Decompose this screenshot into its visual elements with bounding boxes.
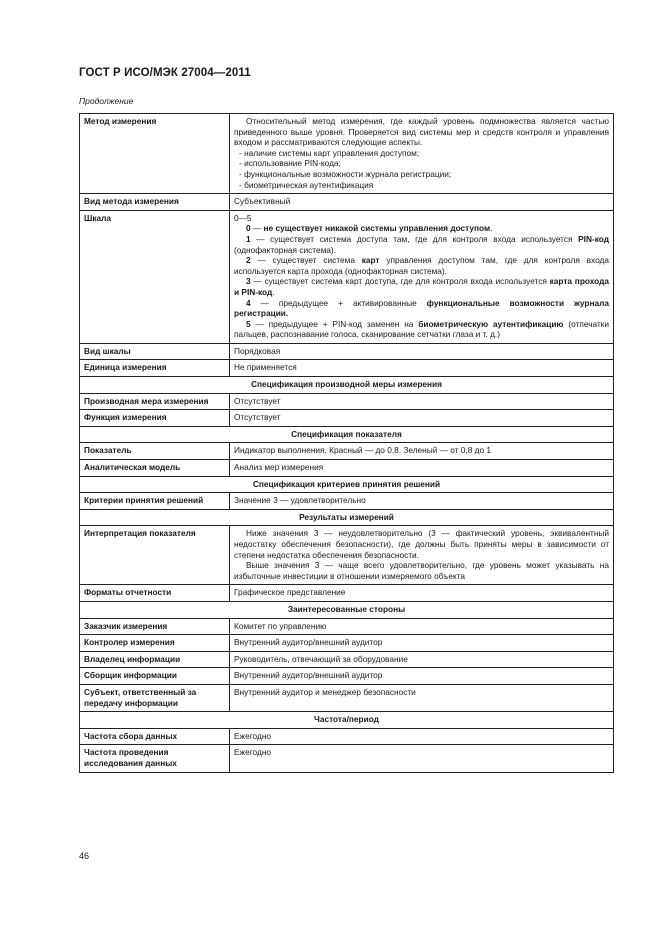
- row-value: Значение 3 — удовлетворительно: [230, 493, 614, 510]
- row-label: Интерпретация показателя: [80, 526, 230, 585]
- list-item: - наличие системы карт управления доступом;: [239, 147, 420, 158]
- row-label: Частота сбора данных: [80, 728, 230, 745]
- scale-level-text: — существует система карт доступа, где для контроля входа используется: [250, 276, 550, 287]
- scale-level-bold-text: карт: [361, 255, 380, 266]
- row-label: Форматы отчетности: [80, 585, 230, 602]
- scale-level-text: — предыдущее + активированные: [250, 297, 427, 308]
- measurement-spec-table: [79, 113, 614, 773]
- table-row: [80, 635, 614, 652]
- row-label: Критерии принятия решений: [80, 493, 230, 510]
- document-title: ГОСТ Р ИСО/МЭК 27004—2011: [79, 67, 251, 79]
- row-value: Ежегодно: [230, 728, 614, 745]
- row-label: Метод измерения: [80, 114, 230, 194]
- scale-level-text: управления доступом там, где для контроля входа используется карта прохода (однофакторная система).: [234, 255, 609, 276]
- row-label: Субъект, ответственный за передачу информации: [80, 684, 230, 711]
- row-label: Производная мера измерения: [80, 393, 230, 410]
- scale-level-text: (однофакторная система).: [234, 244, 336, 255]
- table-row: [80, 668, 614, 685]
- row-value: Ежегодно: [230, 745, 614, 772]
- row-label: Функция измерения: [80, 410, 230, 427]
- scale-level-bold-text: карта прохода и PIN-код: [234, 276, 609, 297]
- scale-level-text: — существует система: [250, 255, 362, 266]
- row-label: Аналитическая модель: [80, 460, 230, 477]
- list-item: - функциональные возможности журнала регистрации;: [239, 168, 452, 179]
- scale-level-text: — существует система доступа там, где для контроля входа используется: [250, 233, 579, 244]
- section-heading: Частота/период: [80, 712, 614, 729]
- table-row: [80, 210, 614, 343]
- row-value: Не применяется: [230, 360, 614, 377]
- scale-range: 0—5: [234, 212, 252, 223]
- table-row: [80, 194, 614, 211]
- row-label: Владелец информации: [80, 651, 230, 668]
- scale-level-text: —: [250, 223, 264, 234]
- scale-level: [234, 223, 609, 234]
- scale-level-bold-text: 5: [246, 318, 251, 329]
- row-value: Индикатор выполнения. Красный — до 0,8. Зеленый — от 0,8 до 1: [230, 443, 614, 460]
- scale-level-bold-text: не существует никакой системы управления доступом: [263, 223, 491, 234]
- section-row: [80, 601, 614, 618]
- scale-level-text: .: [490, 223, 493, 234]
- section-row: [80, 712, 614, 729]
- section-heading: Заинтересованные стороны: [80, 601, 614, 618]
- row-value: Отсутствует: [230, 393, 614, 410]
- section-heading: Спецификация критериев принятия решений: [80, 476, 614, 493]
- row-label: Заказчик измерения: [80, 618, 230, 635]
- scale-level-bold-text: 2: [246, 255, 251, 266]
- section-heading: Спецификация показателя: [80, 426, 614, 443]
- table-row: [80, 585, 614, 602]
- method-text: Относительный метод измерения, где каждый уровень подмножества является частью приведенного выше уровня. Проверяется вид системы мер и средств контроля и управления входом и рассматриваются следующие аспекты.: [234, 116, 609, 148]
- scale-level-text: — предыдущее + PIN-код заменен на: [250, 318, 419, 329]
- row-label: Контролер измерения: [80, 635, 230, 652]
- scale-level-bold-text: PIN-код: [578, 233, 609, 244]
- row-value: Графическое представление: [230, 585, 614, 602]
- table-row: [80, 745, 614, 772]
- table-row: [80, 684, 614, 711]
- interpretation-paragraph: Выше значения 3 — чаще всего удовлетворительно, где уровень может указывать на избыточные инвестиции в отношении измеряемого объекта: [234, 560, 609, 581]
- row-label: Вид шкалы: [80, 343, 230, 360]
- row-value: Внутренний аудитор/внешний аудитор: [230, 668, 614, 685]
- table-row: [80, 410, 614, 427]
- section-row: [80, 476, 614, 493]
- table-row: [80, 618, 614, 635]
- table-row: [80, 393, 614, 410]
- row-value: Внутренний аудитор/внешний аудитор: [230, 635, 614, 652]
- scale-level-bold-text: функциональные возможности журнала регистрации.: [234, 297, 609, 319]
- row-value: Внутренний аудитор и менеджер безопасности: [230, 684, 614, 711]
- row-value: Комитет по управлению: [230, 618, 614, 635]
- row-label: Показатель: [80, 443, 230, 460]
- scale-level-text: (отпечатки пальцев, распознавание голоса, сканирование сетчатки глаза и т. д.): [234, 318, 610, 340]
- section-row: [80, 509, 614, 526]
- table-row: [80, 728, 614, 745]
- row-value: Анализ мер измерения: [230, 460, 614, 477]
- row-value: Отсутствует: [230, 410, 614, 427]
- section-heading: Результаты измерений: [80, 509, 614, 526]
- scale-level: [234, 234, 609, 255]
- scale-level-bold-text: 0: [246, 223, 251, 234]
- row-label: Частота проведения исследования данных: [80, 745, 230, 772]
- row-label: Шкала: [80, 210, 230, 343]
- scale-level-bold-text: 3: [246, 276, 251, 287]
- table-row: [80, 493, 614, 510]
- table-row: [80, 526, 614, 585]
- continuation-label: Продолжение: [79, 96, 134, 106]
- row-value: Руководитель, отвечающий за оборудование: [230, 651, 614, 668]
- scale-description: [230, 210, 614, 343]
- section-heading: Спецификация производной меры измерения: [80, 377, 614, 394]
- scale-level-bold-text: 4: [246, 297, 251, 308]
- interpretation-paragraph: Ниже значения 3 — неудовлетворительно (3 — фактический уровень, эквивалентный недостатку обеспечения безопасности), где должны быть приняты меры в зависимости от степени недостатка обеспечения безопасности.: [234, 528, 609, 560]
- table-row: [80, 460, 614, 477]
- section-row: [80, 426, 614, 443]
- scale-level: [234, 276, 609, 297]
- table-row: [80, 114, 614, 194]
- table-row: [80, 443, 614, 460]
- row-label: Сборщик информации: [80, 668, 230, 685]
- table-row: [80, 360, 614, 377]
- interpretation-description: [230, 526, 614, 585]
- scale-level: [234, 319, 609, 340]
- method-description: [230, 114, 614, 194]
- row-label: Единица измерения: [80, 360, 230, 377]
- scale-levels: [234, 223, 609, 340]
- row-label: Вид метода измерения: [80, 194, 230, 211]
- row-value: Порядковая: [230, 343, 614, 360]
- scale-level-bold-text: 1: [246, 233, 251, 244]
- list-item: - биометрическая аутентификация: [239, 179, 374, 190]
- scale-level: [234, 255, 609, 276]
- page-number: 46: [79, 851, 90, 861]
- scale-level: [234, 298, 609, 319]
- row-value: Субъективный: [230, 194, 614, 211]
- table-row: [80, 343, 614, 360]
- section-row: [80, 377, 614, 394]
- scale-level-bold-text: биометрическую аутентификацию: [418, 318, 564, 329]
- table-row: [80, 651, 614, 668]
- list-item: - использование PIN-кода;: [239, 158, 341, 169]
- scale-level-text: .: [272, 286, 275, 297]
